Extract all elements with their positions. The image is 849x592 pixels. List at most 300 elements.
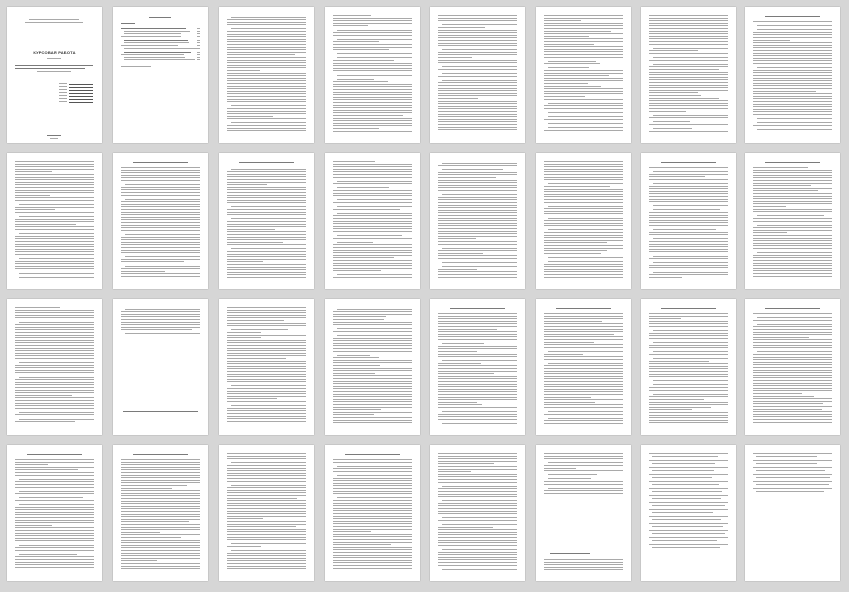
text-line [15,310,94,311]
text-line [333,120,412,121]
text-line [649,201,728,202]
text-line [649,502,728,503]
text-line [19,204,94,205]
text-line [333,394,412,395]
text-line [438,394,517,395]
text-line [649,131,728,132]
page-thumbnail[interactable] [641,445,736,581]
text-line [438,85,517,86]
text-line [544,373,623,374]
text-line [15,161,94,162]
text-line [333,161,375,162]
text-line [753,467,832,468]
text-line [15,405,94,406]
text-line [121,508,200,509]
text-line [15,559,94,560]
text-line [544,321,602,322]
text-line [333,459,412,460]
text-line [227,560,306,561]
text-line [121,527,200,528]
text-line [15,184,94,185]
text-line [333,169,412,170]
text-line [121,201,200,202]
text-line [337,39,412,40]
text-line [438,54,517,55]
text-line [753,45,832,46]
text-line [333,35,412,36]
text-line [649,217,728,218]
page-thumbnail[interactable] [536,299,631,435]
text-line [197,33,200,34]
text-line [753,385,832,386]
text-line [753,185,811,186]
text-line [227,259,306,260]
text-line [121,276,200,277]
text-line [333,531,371,532]
text-line [438,127,517,128]
text-line [15,370,94,371]
text-line [227,125,306,126]
text-line [438,202,517,203]
text-line [227,93,306,94]
page-thumbnail[interactable] [219,445,314,581]
text-line [438,351,477,352]
text-line [231,550,306,551]
text-line [661,308,716,309]
text-line [649,265,728,266]
text-line [19,419,94,420]
page-thumbnail[interactable] [325,153,420,289]
text-line [15,315,94,316]
text-line [438,371,517,372]
text-line [757,29,832,30]
text-line [753,180,832,181]
text-line [544,371,623,372]
text-line [544,484,623,485]
text-line [544,271,623,272]
page-thumbnail[interactable] [219,299,314,435]
page-thumbnail[interactable] [536,445,631,581]
text-line [15,241,94,242]
text-line [649,244,728,245]
text-line [438,326,517,327]
text-line [649,108,728,109]
text-line [227,317,306,318]
text-line [753,167,808,168]
text-line [227,176,306,177]
text-line [544,399,623,400]
text-line [544,28,623,29]
text-line [438,397,517,398]
text-line [544,49,623,50]
text-line [227,388,306,389]
text-line [333,483,412,484]
text-line [544,402,595,403]
text-line [753,396,814,397]
text-line [438,207,517,208]
text-line [15,464,48,465]
text-line [231,206,306,207]
text-line [548,418,623,419]
text-line [753,55,832,56]
text-line [227,518,263,519]
text-line [544,15,623,16]
page-thumbnail[interactable] [7,153,102,289]
text-line [544,51,623,52]
text-line [121,534,200,535]
text-line [544,269,623,270]
text-line [649,66,728,67]
text-line [753,409,822,410]
text-line [121,250,200,251]
text-line [753,201,832,202]
page-thumbnail[interactable] [430,7,525,143]
text-line [15,382,94,383]
text-line [124,31,190,32]
text-line [649,92,698,93]
text-line [333,193,412,194]
text-line [15,533,94,534]
text-line [333,115,403,116]
text-line [757,317,832,318]
page-thumbnail[interactable] [113,299,208,435]
text-line [227,340,306,341]
text-line [544,344,623,345]
page-thumbnail[interactable] [7,7,102,143]
page-thumbnail[interactable] [113,153,208,289]
text-line [442,500,517,501]
text-line [333,357,379,358]
page-thumbnail[interactable] [7,299,102,435]
text-line [15,200,94,201]
text-line [333,171,412,172]
text-line [556,308,611,309]
text-line [544,78,623,79]
page-thumbnail[interactable] [745,7,840,143]
text-line [197,52,200,53]
text-line [333,131,412,132]
text-line [149,17,171,18]
text-line [227,111,306,112]
text-line [333,322,412,323]
text-line [753,238,832,239]
text-line [19,362,94,363]
page-thumbnail[interactable] [430,153,525,289]
text-line [227,49,306,50]
text-line [649,193,728,194]
text-line [753,359,832,360]
text-line [227,31,306,32]
text-line [227,310,306,311]
text-line [121,327,200,328]
text-line [133,162,188,163]
text-line [15,462,94,463]
text-line [227,34,306,35]
text-line [227,274,306,275]
text-line [652,547,720,548]
text-line [121,519,200,520]
page-thumbnail[interactable] [745,299,840,435]
text-line [333,81,388,82]
text-line [333,221,412,222]
text-line [15,268,94,269]
text-line [548,123,623,124]
text-line [544,356,623,357]
text-line [649,251,728,252]
text-line [19,277,94,278]
text-line [15,209,55,210]
text-line [333,311,412,312]
text-line [227,264,306,265]
text-line [544,559,623,560]
page-thumbnail[interactable] [325,445,420,581]
text-line [121,225,200,226]
text-line [649,234,728,235]
text-line [548,127,623,128]
text-line [227,345,306,346]
text-line [649,212,728,213]
page-thumbnail[interactable] [745,445,840,581]
text-line [753,273,832,274]
text-line [438,121,517,122]
text-line [753,93,832,94]
text-line [227,221,306,222]
text-line [337,53,412,54]
text-line [121,547,200,548]
text-line [544,70,623,71]
page-thumbnail[interactable] [325,7,420,143]
text-line [333,18,412,19]
text-line [544,313,623,314]
text-line [544,171,623,172]
text-line [753,32,832,33]
text-line [15,567,94,568]
page-thumbnail[interactable] [641,7,736,143]
text-line [649,402,728,403]
text-line [438,513,517,514]
page-thumbnail[interactable] [745,153,840,289]
text-line [345,454,400,455]
text-line [438,354,517,355]
text-line [438,190,517,191]
text-line [438,220,517,221]
page-thumbnail[interactable] [113,7,208,143]
page-thumbnail[interactable] [7,445,102,581]
text-line [15,238,94,239]
text-line [438,15,517,16]
page-thumbnail[interactable] [641,153,736,289]
text-line [15,414,94,415]
text-line [227,212,306,213]
text-line [227,239,306,240]
text-line [649,422,728,423]
text-line [653,183,728,184]
page-thumbnail[interactable] [641,299,736,435]
text-line [544,253,601,254]
text-line [227,118,306,119]
text-line [15,179,94,180]
text-line [337,199,412,200]
text-line [227,366,306,367]
text-line [227,277,306,278]
text-line [333,526,412,527]
text-line [649,267,728,268]
text-line [227,192,306,193]
text-line [756,484,829,485]
text-line [757,122,832,123]
text-line [121,219,200,220]
page-thumbnail[interactable] [536,153,631,289]
text-line [227,492,306,493]
text-line [652,498,721,499]
text-line [442,411,517,412]
text-line [753,342,832,343]
text-line [753,329,832,330]
text-line [121,204,200,205]
text-line [15,517,94,518]
text-line [227,24,306,25]
text-line [653,171,728,172]
text-line [59,86,67,87]
text-line [15,550,94,551]
text-line [548,218,623,219]
text-line [548,61,596,62]
text-line [438,554,517,555]
text-line [438,182,517,183]
text-line [231,543,306,544]
text-line [227,214,306,215]
text-line [59,98,67,99]
text-line [15,556,94,557]
text-line [19,322,94,323]
text-line [544,391,623,392]
text-line [337,75,412,76]
text-line [121,529,200,530]
text-line [753,276,832,277]
text-line [227,490,306,491]
page-thumbnail[interactable] [430,445,525,581]
text-line [333,480,412,481]
text-line [544,33,623,34]
text-line [15,538,94,539]
text-line [438,368,517,369]
text-line [333,20,412,21]
text-line [757,324,832,325]
text-line [649,488,728,489]
text-line [121,230,200,231]
text-line [15,249,94,250]
text-line [438,469,517,470]
text-line [333,238,412,239]
text-line [333,228,412,229]
text-line [227,342,306,343]
text-line [438,482,517,483]
text-line [753,380,832,381]
page-thumbnail[interactable] [536,7,631,143]
text-line [753,78,832,79]
text-line [438,57,472,58]
text-line [753,83,832,84]
text-line [544,25,623,26]
text-line [15,358,94,359]
text-line [333,388,412,389]
text-line [15,335,94,336]
text-line [544,376,623,377]
page-thumbnail[interactable] [219,7,314,143]
text-line [438,177,496,178]
text-line [753,72,832,73]
text-line [333,407,412,408]
text-line [438,241,517,242]
text-line [19,491,94,492]
text-line [227,242,283,243]
text-line [15,387,94,388]
text-line [649,420,728,421]
page-thumbnail[interactable] [325,299,420,435]
text-line [333,478,412,479]
text-line [15,236,94,237]
text-line [125,333,200,334]
text-line [438,223,517,224]
text-line [649,90,728,91]
text-line [15,166,94,167]
text-line [121,475,200,476]
text-line [15,475,94,476]
text-line [227,495,306,496]
text-line [649,225,728,226]
text-line [333,401,412,402]
text-line [333,94,412,95]
text-line [438,479,517,480]
page-thumbnail[interactable] [430,299,525,435]
text-line [197,54,200,55]
text-line [442,169,503,170]
text-line [649,326,728,327]
text-line [333,128,379,129]
text-line [438,271,517,272]
text-line [753,190,818,191]
text-line [438,494,517,495]
text-line [121,66,151,67]
text-line [653,64,728,65]
text-line [333,510,412,511]
text-line [227,421,306,422]
text-line [753,411,832,412]
text-line [15,266,94,267]
text-line [227,398,277,399]
page-thumbnail[interactable] [219,153,314,289]
text-line [121,540,200,541]
text-line [333,209,400,210]
text-line [753,320,832,321]
text-line [227,44,306,45]
text-line [544,80,623,81]
page-thumbnail[interactable] [113,445,208,581]
text-line [753,260,832,261]
text-line [333,202,412,203]
text-line [337,355,370,356]
text-line [227,503,306,504]
text-line [438,174,517,175]
text-line [333,547,412,548]
text-line [333,414,374,415]
text-line [544,161,623,162]
text-line [333,195,412,196]
text-line [15,403,94,404]
text-line [124,40,188,41]
text-line [227,73,306,74]
text-line [649,321,728,322]
